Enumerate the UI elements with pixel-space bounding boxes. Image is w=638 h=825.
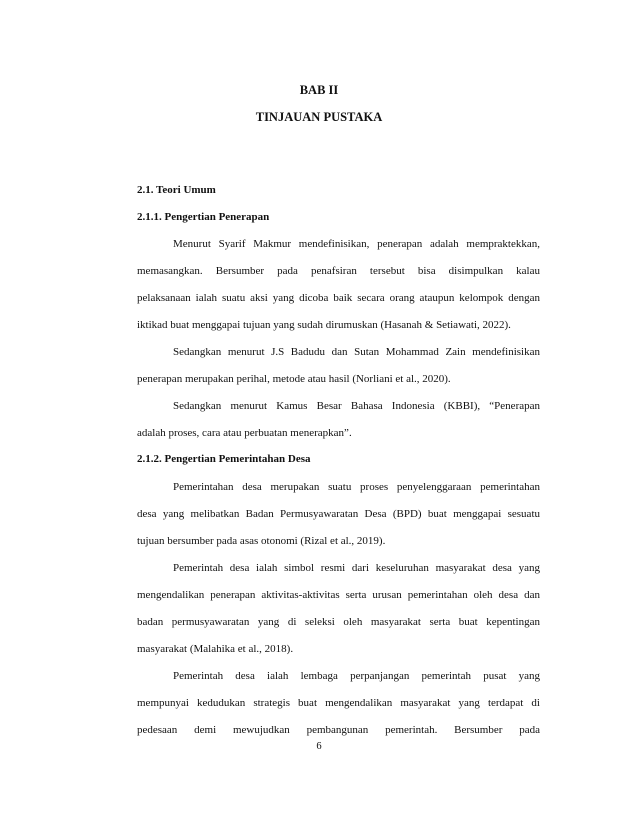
subsection-heading-penerapan: 2.1.1. Pengertian Penerapan — [137, 211, 270, 223]
page-number: 6 — [316, 741, 322, 752]
chapter-title: BAB II — [299, 83, 339, 97]
paragraph-line: masyarakat (Malahika et al., 2018). — [137, 643, 294, 655]
paragraph-line: penerapan merupakan perihal, metode atau hasil (Norliani et al., 2020). — [137, 373, 451, 385]
paragraph-line: Sedangkan menurut J.S Badudu dan Sutan Mohammad Zain mendefinisikan — [173, 346, 540, 358]
paragraph-line: mengendalikan penerapan aktivitas-aktivitas serta urusan pemerintahan oleh desa dan — [137, 589, 540, 601]
paragraph-line: iktikad buat menggapai tujuan yang sudah dirumuskan (Hasanah & Setiawati, 2022). — [137, 319, 511, 331]
paragraph-line: mempunyai kedudukan strategis buat mengendalikan masyarakat yang terdapat di — [137, 697, 540, 709]
paragraph-line: Pemerintahan desa merupakan suatu proses penyelenggaraan pemerintahan — [173, 481, 540, 493]
paragraph-line: badan permusyawaratan yang di seleksi oleh masyarakat serta buat kepentingan — [137, 616, 540, 628]
paragraph-line: pedesaan demi mewujudkan pembangunan pemerintah. Bersumber pada — [137, 724, 540, 736]
paragraph-line: Pemerintah desa ialah lembaga perpanjangan pemerintah pusat yang — [173, 670, 540, 682]
paragraph-line: desa yang melibatkan Badan Permusyawaratan Desa (BPD) buat menggapai sesuatu — [137, 508, 540, 520]
paragraph-line: adalah proses, cara atau perbuatan menerapkan”. — [137, 427, 352, 439]
paragraph-line: Pemerintah desa ialah simbol resmi dari keseluruhan masyarakat desa yang — [173, 562, 540, 574]
paragraph-line: pelaksanaan ialah suatu aksi yang dicoba baik secara orang ataupun kelompok dengan — [137, 292, 540, 304]
chapter-subtitle: TINJAUAN PUSTAKA — [255, 110, 383, 124]
paragraph-line: Sedangkan menurut Kamus Besar Bahasa Indonesia (KBBI), “Penerapan — [173, 400, 540, 412]
paragraph-line: tujuan bersumber pada asas otonomi (Rizal et al., 2019). — [137, 535, 386, 547]
paragraph-line: Menurut Syarif Makmur mendefinisikan, penerapan adalah mempraktekkan, — [173, 238, 540, 250]
subsection-heading-pemerintahan-desa: 2.1.2. Pengertian Pemerintahan Desa — [137, 453, 311, 465]
paragraph-line: memasangkan. Bersumber pada penafsiran tersebut bisa disimpulkan kalau — [137, 265, 540, 277]
section-heading-teori-umum: 2.1. Teori Umum — [137, 184, 216, 196]
